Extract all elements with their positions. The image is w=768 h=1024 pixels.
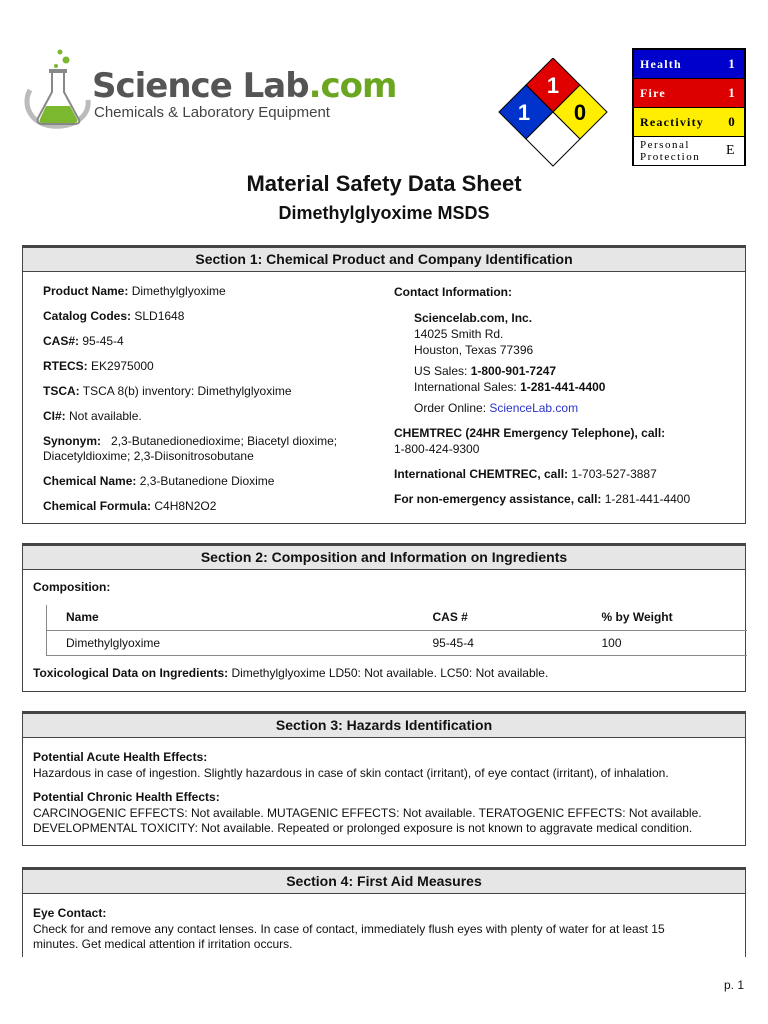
section-heading: Section 3: Hazards Identification bbox=[23, 712, 745, 738]
hmis-value: 0 bbox=[728, 114, 736, 129]
contact-label: Contact Information: bbox=[394, 285, 512, 299]
first-aid-body bbox=[33, 906, 743, 953]
chemtrec-phone: 1-800-424-9300 bbox=[394, 442, 480, 456]
info-line bbox=[43, 409, 373, 424]
info-key: CI#: bbox=[43, 409, 66, 423]
hmis-protection-row bbox=[634, 137, 744, 165]
chronic-text: CARCINOGENIC EFFECTS: Not available. MUTAGENIC EFFECTS: Not available. TERATOGENIC EFFECTS: Not available. DEVELOPMENTAL TOXICITY: Not available. Repeated or prolonged exposure is not known to aggravate medical condition. bbox=[33, 805, 702, 835]
intl-chemtrec: International CHEMTREC, call: 1-703-527-3887 bbox=[394, 467, 657, 481]
section-3 bbox=[22, 711, 746, 846]
hmis-fire-row bbox=[634, 79, 744, 108]
page-number: p. 1 bbox=[724, 978, 745, 992]
nonemergency: For non-emergency assistance, call: 1-281-441-4400 bbox=[394, 492, 691, 506]
info-line bbox=[43, 499, 373, 514]
section-heading: Section 4: First Aid Measures bbox=[23, 868, 745, 894]
info-key: TSCA: bbox=[43, 384, 80, 398]
document-subtitle: Dimethylglyoxime MSDS bbox=[278, 203, 490, 223]
hmis-label: Fire bbox=[640, 85, 666, 100]
hmis-rating-table bbox=[632, 48, 746, 166]
table-row bbox=[47, 630, 748, 655]
hmis-health-row bbox=[634, 50, 744, 79]
toxicological-data: Toxicological Data on Ingredients: Dimethylglyoxime LD50: Not available. LC50: Not available. bbox=[33, 666, 549, 680]
acute-text: Hazardous in case of ingestion. Slightly hazardous in case of skin contact (irritant), of eye contact (irritant), of inhalation. bbox=[33, 765, 669, 780]
table-cell: Dimethylglyoxime bbox=[47, 630, 433, 655]
column-header: Name bbox=[47, 605, 433, 630]
nfpa-health-value: 1 bbox=[517, 100, 531, 125]
logo-tagline: Chemicals & Laboratory Equipment bbox=[94, 104, 330, 121]
contact-info bbox=[394, 284, 734, 507]
info-line bbox=[43, 434, 373, 464]
info-key: Synonym: bbox=[43, 434, 102, 448]
company-address bbox=[394, 310, 734, 416]
hazards-body bbox=[33, 750, 743, 837]
section-2 bbox=[22, 543, 746, 692]
acute-label: Potential Acute Health Effects: bbox=[33, 750, 208, 764]
eye-contact-text: Check for and remove any contact lenses. In case of contact, immediately flush eyes with plenty of water for at least 15 minutes. Get medical attention if irritation occurs. bbox=[33, 921, 665, 951]
info-key: CAS#: bbox=[43, 334, 80, 348]
hmis-value: E bbox=[725, 143, 736, 158]
column-header: % by Weight bbox=[601, 610, 673, 625]
chronic-label: Potential Chronic Health Effects: bbox=[33, 790, 220, 804]
info-value: Not available. bbox=[65, 409, 142, 423]
section-1 bbox=[22, 245, 746, 524]
info-value: 2,3-Butanedione Dioxime bbox=[136, 474, 275, 488]
info-key: RTECS: bbox=[43, 359, 88, 373]
hmis-reactivity-row bbox=[634, 108, 744, 137]
product-info bbox=[43, 284, 373, 524]
order-online-link[interactable]: ScienceLab.com bbox=[489, 401, 579, 415]
info-value: EK2975000 bbox=[87, 359, 154, 373]
nfpa-fire-value: 1 bbox=[546, 73, 560, 98]
nfpa-reactivity-value: 0 bbox=[573, 100, 587, 125]
document-title: Material Safety Data Sheet bbox=[246, 171, 522, 196]
intl-sales: International Sales: 1-281-441-4400 bbox=[414, 380, 606, 394]
info-line bbox=[43, 309, 373, 324]
composition-table bbox=[46, 605, 747, 656]
table-header-row bbox=[47, 605, 748, 630]
hmis-label: Health bbox=[640, 56, 682, 71]
company-name: Sciencelab.com, Inc. bbox=[414, 311, 533, 325]
address-line: Houston, Texas 77396 bbox=[414, 343, 534, 357]
hmis-value: 1 bbox=[728, 85, 736, 100]
hmis-value: 1 bbox=[728, 56, 736, 71]
hmis-label: Personal Protection bbox=[640, 139, 701, 163]
composition-label: Composition: bbox=[33, 580, 111, 594]
info-key: Chemical Name: bbox=[43, 474, 137, 488]
column-header: CAS # bbox=[432, 610, 468, 625]
info-key: Chemical Formula: bbox=[43, 499, 152, 513]
info-key: Catalog Codes: bbox=[43, 309, 132, 323]
nfpa-diamond bbox=[498, 58, 608, 168]
address-line: 14025 Smith Rd. bbox=[414, 327, 504, 341]
table-cell: 100 bbox=[602, 630, 748, 655]
chemtrec-label: CHEMTREC (24HR Emergency Telephone), call: bbox=[394, 426, 666, 440]
eye-contact-label: Eye Contact: bbox=[33, 906, 107, 920]
info-value: TSCA 8(b) inventory: Dimethylglyoxime bbox=[79, 384, 292, 398]
info-value: C4H8N2O2 bbox=[151, 499, 217, 513]
logo-wordmark: Science Lab.com bbox=[92, 66, 397, 106]
info-line bbox=[43, 284, 373, 299]
flask-logo-icon bbox=[22, 46, 96, 130]
info-line bbox=[43, 334, 373, 349]
sciencelab-logo bbox=[22, 46, 397, 130]
info-line bbox=[43, 474, 373, 489]
info-key: Product Name: bbox=[43, 284, 129, 298]
us-sales: US Sales: 1-800-901-7247 bbox=[414, 364, 557, 378]
section-heading: Section 2: Composition and Information on Ingredients bbox=[23, 544, 745, 570]
info-value: Dimethylglyoxime bbox=[128, 284, 226, 298]
info-value: 2,3-Butanedionedioxime; Biacetyl dioxime; Diacetyldioxime; 2,3-Diisonitrosobutane bbox=[43, 434, 341, 463]
table-cell: 95-45-4 bbox=[433, 630, 602, 655]
info-line bbox=[43, 359, 373, 374]
section-heading: Section 1: Chemical Product and Company Identification bbox=[23, 246, 745, 272]
hmis-label: Reactivity bbox=[640, 114, 704, 129]
info-value: SLD1648 bbox=[131, 309, 185, 323]
info-value: 95-45-4 bbox=[79, 334, 124, 348]
order-online: Order Online: ScienceLab.com bbox=[414, 401, 579, 415]
info-line bbox=[43, 384, 373, 399]
section-4 bbox=[22, 867, 746, 957]
